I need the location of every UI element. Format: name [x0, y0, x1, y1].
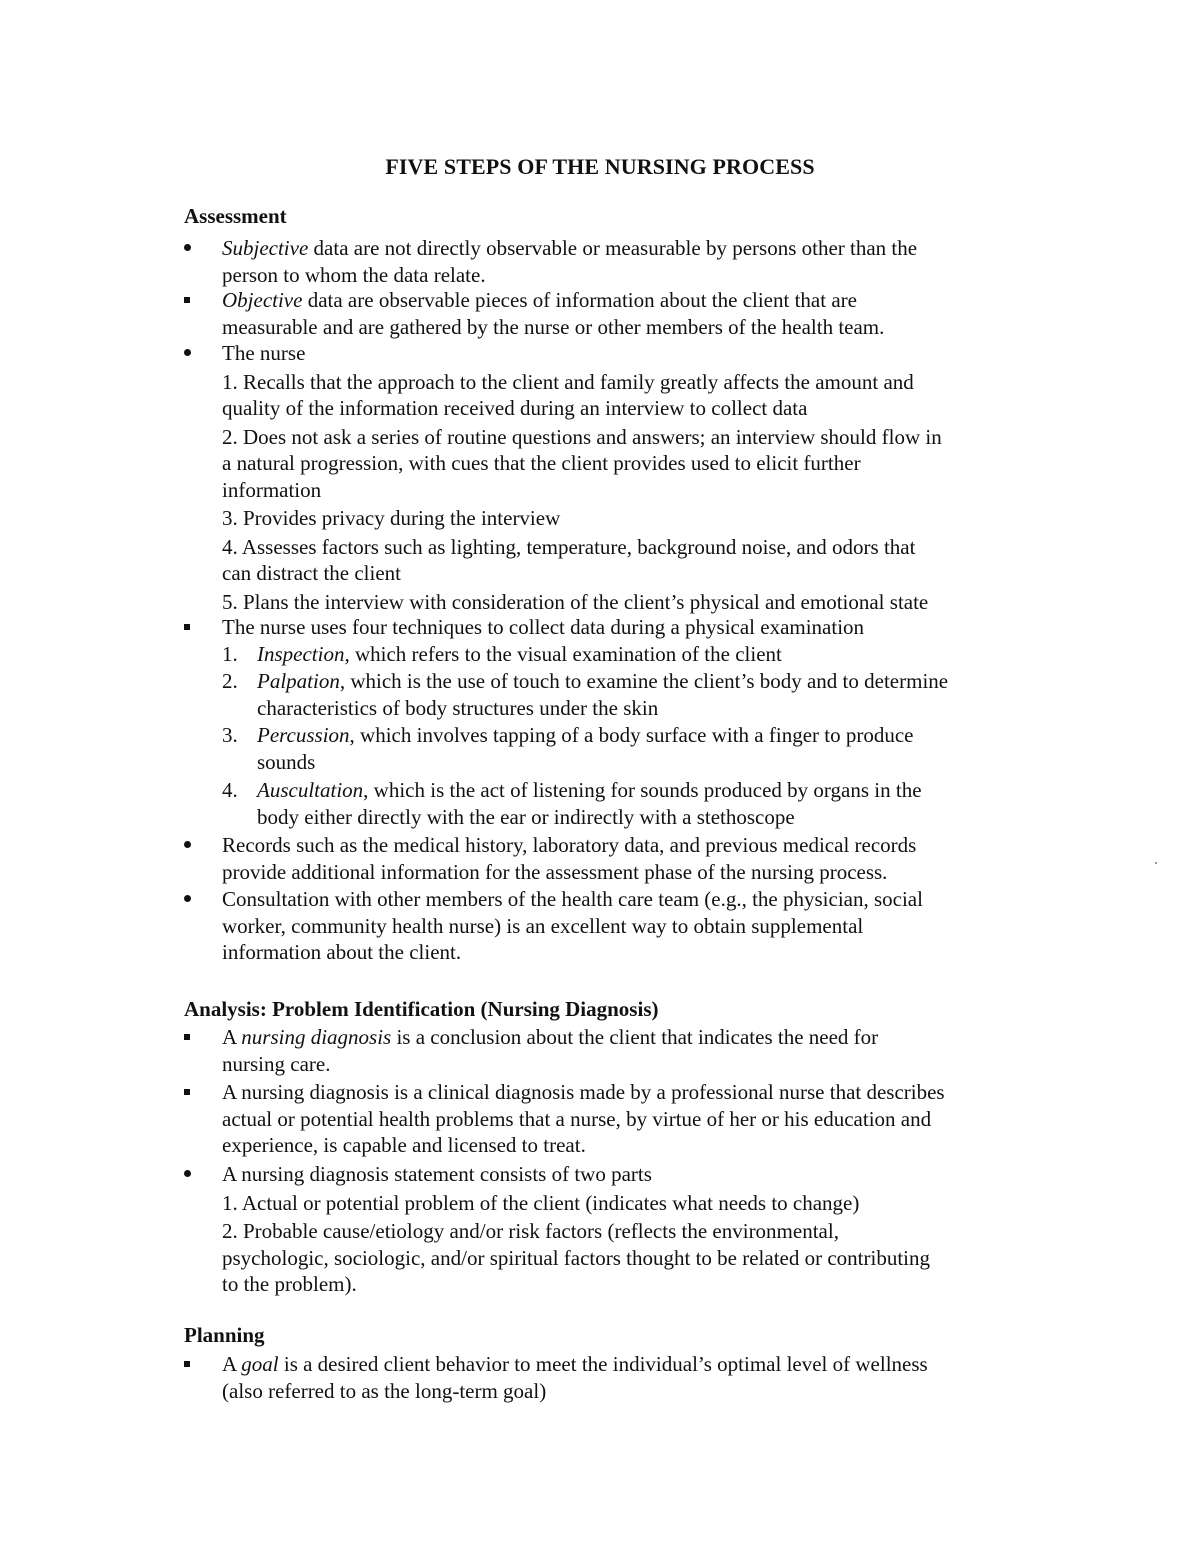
emphasis-term: Palpation	[257, 669, 340, 693]
emphasis-term: goal	[241, 1352, 279, 1376]
analysis-definition-item: A nursing diagnosis is a conclusion about the client that indicates the need for nursing care.	[222, 1025, 879, 1076]
bullet-icon	[184, 235, 198, 262]
assessment-nurse-item: The nurse 1. Recalls that the approach to the client and family greatly affects the amount and quality of the information received during an interview to collect data 2. Does not ask a series of routine questions and answers; an interview should flow in a natural progression, with cues that the client provides used to elicit further information 3. Provides privacy during the interview 4. Assesses factors such as lighting, temperature, background noise, and odors that can distract the client 5. Plans the interview with consideration of the client’s physical and emotional state	[222, 340, 1052, 615]
bullet-icon	[184, 340, 198, 367]
document-page: FIVE STEPS OF THE NURSING PROCESS Assessment Subjective data are not directly observable or measurable by persons other than the person to whom the data relate. Objective data are observable pieces of information about the client that are measurable and are gathered by the nurse or other members of the health team. The nurse 1. Recalls that the approach to the client and family greatly affects the amount and quality of the information received during an interview to collect data 2. Does not ask a series of routine questions and answers; an interview should flow in a natural progression, with cues that the client provides used to elicit further information 3. Provides privacy during the interview 4. Assesses factors such as lighting, temperature, background noise, and odors that can distract the client 5. Plans the interview with consideration of the client’s physical and emotional state The nurse uses four techniques to collect data during a physical examination 1. Inspection, which refers to the visual examination of the client 2. Palpation, which is the use of touch to examine the client’s body and to determine characteristics of body structures under the skin 3. Percussion, which involves tapping of a body surface with a finger to produce sounds 4. Auscultation, which is the act of listening for sounds produced by organs in the body either directly with the ear or indirectly with a stethoscope Records such as the medical history, laboratory data, and previous medical records provide additional information for the assessment phase of the nursing process. Consultation with other members of the health care team (e.g., the physician, social worker, community health nurse) is an excellent way to obtain supplemental information about the client. Analysis: Problem Identification (Nursing Diagnosis) A nursing diagnosis is a conclusion about the client that indicates the need for nursing care. A nursing diagnosis is a clinical diagnosis made by a professional nurse that describes actual or potential health problems that a nurse, by virtue of her or his education and experience, is capable and licensed to treat. A nursing diagnosis statement consists of two parts 1. Actual or potential problem of the client (indicates what needs to change) 2. Probable cause/etiology and/or risk factors (reflects the environmental, psychologic, sociologic, and/or spiritual factors thought to be related or contributing to the problem). Planning A goal is a desired client behavior to meet the individual’s optimal level of wellness (also referred to as the long-term goal)	[0, 0, 1200, 1562]
bullet-icon	[184, 1024, 198, 1051]
bullet-icon	[184, 1351, 198, 1378]
list-line: 2. Probable cause/etiology and/or risk factors (reflects the environmental,	[222, 1219, 839, 1243]
list-line: 1. Recalls that the approach to the client and family greatly affects the amount and	[222, 369, 914, 394]
list-line: 4. Assesses factors such as lighting, temperature, background noise, and odors that	[222, 534, 916, 559]
bullet-icon	[184, 1079, 198, 1106]
assessment-records-item: Records such as the medical history, laboratory data, and previous medical records provide additional information for the assessment phase of the nursing process.	[222, 833, 917, 884]
bullet-icon	[184, 832, 198, 859]
assessment-heading: Assessment	[184, 204, 287, 228]
page-title: FIVE STEPS OF THE NURSING PROCESS	[385, 154, 815, 179]
emphasis-term: Inspection	[257, 642, 345, 666]
list-line: information	[222, 477, 322, 502]
planning-heading: Planning	[184, 1323, 265, 1347]
bullet-icon	[184, 886, 198, 913]
list-line: can distract the client	[222, 561, 402, 585]
emphasis-term: Percussion	[257, 723, 350, 747]
bullet-icon	[184, 1161, 198, 1188]
bullet-icon	[184, 287, 198, 314]
analysis-statement-item: A nursing diagnosis statement consists of two parts 1. Actual or potential problem of the client (indicates what needs to change) 2. Probable cause/etiology and/or risk factors (reflects the environmental, psychologic, sociologic, and/or spiritual factors thought to be related or contributing to the problem).	[222, 1161, 1052, 1298]
assessment-consultation-item: Consultation with other members of the health care team (e.g., the physician, social worker, community health nurse) is an excellent way to obtain supplemental information about the client.	[222, 887, 923, 964]
bullet-icon	[184, 614, 198, 641]
list-line: 3. Provides privacy during the interview	[222, 506, 561, 530]
list-line: psychologic, sociologic, and/or spiritual factors thought to be related or contributing	[222, 1245, 931, 1270]
emphasis-term: Objective	[222, 288, 303, 312]
analysis-heading: Analysis: Problem Identification (Nursing Diagnosis)	[184, 997, 659, 1021]
list-line: 2. Does not ask a series of routine questions and answers; an interview should flow in	[222, 424, 942, 449]
list-line: 1. Actual or potential problem of the client (indicates what needs to change)	[222, 1190, 860, 1215]
analysis-clinical-item: A nursing diagnosis is a clinical diagnosis made by a professional nurse that describes actual or potential health problems that a nurse, by virtue of her or his education and experience, is capable and licensed to treat.	[222, 1080, 945, 1157]
list-line: 5. Plans the interview with consideration of the client’s physical and emotional state	[222, 589, 929, 614]
list-line: quality of the information received during an interview to collect data	[222, 396, 808, 420]
assessment-objective-item: Objective data are observable pieces of information about the client that are measurable and are gathered by the nurse or other members of the health team.	[222, 288, 885, 339]
emphasis-term: Auscultation	[257, 778, 364, 802]
assessment-subjective-item: Subjective data are not directly observable or measurable by persons other than the person to whom the data relate.	[222, 236, 918, 287]
emphasis-term: Subjective	[222, 236, 309, 260]
scan-speck	[1155, 862, 1157, 864]
assessment-techniques-item: The nurse uses four techniques to collect data during a physical examination	[222, 615, 865, 639]
list-line: to the problem).	[222, 1272, 357, 1296]
emphasis-term: nursing diagnosis	[241, 1025, 392, 1049]
planning-goal-item: A goal is a desired client behavior to meet the individual’s optimal level of wellness (also referred to as the long-term goal)	[222, 1352, 928, 1403]
list-line: a natural progression, with cues that the client provides used to elicit further	[222, 451, 861, 475]
